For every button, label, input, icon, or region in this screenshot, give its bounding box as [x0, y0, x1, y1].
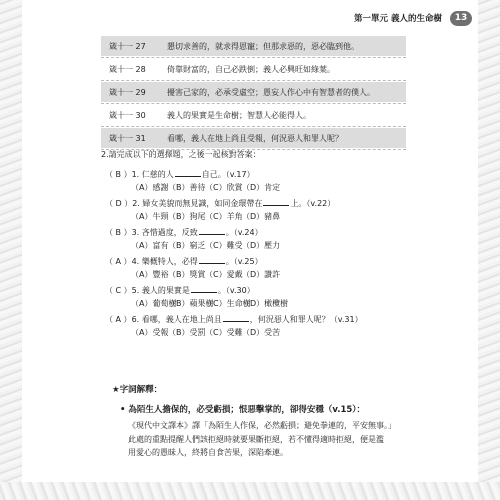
answer-blank[interactable] — [191, 292, 217, 293]
verse-text: 擾害己家的，必承受虛空；愚妄人作心中有智慧者的僕人。 — [167, 87, 375, 97]
verse-text: 看哪，義人在地上尚且受報，何況惡人和罪人呢？ — [167, 133, 343, 143]
option[interactable]: （D）橄欖樹 — [242, 299, 289, 308]
verse-text: 義人的果實是生命樹；智慧人必能得人。 — [167, 110, 311, 120]
vocab-line: 用愛心的愚昧人，終將自食苦果，深陷牽連。 — [128, 448, 288, 457]
answer: （ B ） — [105, 170, 132, 179]
option[interactable]: （A）感謝 — [131, 183, 169, 192]
instruction-text: 2.請完成以下的選擇題，之後一起核對答案： — [101, 150, 261, 159]
page-header — [354, 10, 472, 26]
option[interactable]: （D）受苦 — [242, 328, 281, 337]
verse-table — [101, 36, 406, 151]
question-text: ，何況惡人和罪人呢？（v.31） — [249, 315, 363, 324]
vocab-line: 《現代中文譯本》譯「為陌生人作保，必然虧損；避免拳連的，平安無事。」 — [128, 421, 396, 430]
right-decorative-border — [478, 0, 500, 500]
question-text: 2. 婦女美貌而無見識，如同金環帶在 — [132, 199, 263, 208]
question-text: 6. 看哪，義人在地上尚且 — [131, 315, 222, 324]
option[interactable]: （C）欣賞 — [205, 183, 243, 192]
option[interactable]: （A）受報 — [131, 328, 169, 337]
option[interactable]: （D）肯定 — [242, 183, 281, 192]
verse-ref: 箴十一 31 — [109, 133, 146, 143]
question-text: 。（v.24） — [225, 228, 263, 237]
question-2 — [105, 198, 411, 211]
option[interactable]: （B）受罰 — [168, 328, 206, 337]
question-text: 上。（v.22） — [290, 199, 336, 208]
verse-row — [101, 128, 406, 148]
answer-blank[interactable] — [199, 234, 225, 235]
question-text: 3. 吝惜過度，反致 — [131, 228, 198, 237]
option[interactable]: （B）蘋果樹 — [168, 299, 214, 308]
option[interactable]: （C）愛戴 — [205, 270, 243, 279]
answer: （ D ） — [105, 199, 133, 208]
verse-row — [101, 105, 406, 125]
bottom-decorative-border — [0, 482, 500, 500]
question-text: 4. 樂概特人，必得 — [131, 257, 198, 266]
options — [131, 269, 411, 285]
option[interactable]: （D）壓力 — [242, 241, 281, 250]
answer-blank[interactable] — [263, 205, 289, 206]
vocab-question: • 為陌生人擔保的，必受虧損；恨惡擊掌的，卻得安穩（v.15）： — [120, 405, 366, 415]
options — [131, 240, 411, 256]
options — [131, 327, 411, 343]
option[interactable]: （A）牛頸 — [131, 212, 169, 221]
verse-row — [101, 59, 406, 79]
option[interactable]: （D）豬鼻 — [242, 212, 281, 221]
vocab-line: 此處的重點提醒人們該拒絕時就要果斷拒絕，若不懂得適時拒絕，便是濫 — [128, 434, 384, 444]
verse-row — [101, 36, 406, 56]
answer: （ B ） — [105, 228, 132, 237]
answer-blank[interactable] — [175, 176, 201, 177]
unit-title: 第一單元 義人的生命樹 — [354, 14, 442, 24]
verse-ref: 箴十一 29 — [109, 87, 146, 97]
question-5 — [105, 285, 411, 298]
verse-row — [101, 82, 406, 102]
answer-blank[interactable] — [223, 321, 249, 322]
question-text: 。（v.30） — [217, 286, 255, 295]
verse-ref: 箴十一 28 — [109, 64, 146, 74]
option[interactable]: （A）葡萄樹 — [131, 299, 177, 308]
option[interactable]: （B）善待 — [168, 183, 206, 192]
question-text: 。（v.25） — [225, 257, 263, 266]
answer: （ A ） — [105, 257, 132, 266]
question-text: 5. 義人的果實是 — [131, 286, 190, 295]
question-text: 自己。（v.17） — [201, 170, 255, 179]
verse-text: 倚靠財富的，自己必跌倒；義人必興旺如綠葉。 — [167, 64, 335, 74]
option[interactable]: （A）富有 — [131, 241, 169, 250]
option[interactable]: （B）獎賞 — [168, 270, 206, 279]
option[interactable]: （C）難受 — [205, 241, 243, 250]
question-1 — [105, 169, 411, 182]
options — [131, 182, 411, 198]
question-6 — [105, 314, 411, 327]
answer-blank[interactable] — [199, 263, 225, 264]
page-number: 13 — [450, 11, 472, 26]
verse-text: 懇切求善的，就求得恩寵；但那求惡的，惡必臨到他。 — [167, 41, 359, 51]
verse-ref: 箴十一 27 — [109, 41, 146, 51]
option[interactable]: （D）讚許 — [242, 270, 281, 279]
option[interactable]: （B）狗尾 — [168, 212, 206, 221]
vocab-heading: ★字詞解釋： — [112, 385, 163, 395]
left-decorative-border — [0, 0, 22, 500]
question-4 — [105, 256, 411, 269]
option[interactable]: （C）生命樹 — [205, 299, 251, 308]
options — [131, 298, 411, 314]
option[interactable]: （B）窮乏 — [168, 241, 206, 250]
answer: （ C ） — [105, 286, 132, 295]
verse-ref: 箴十一 30 — [109, 110, 146, 120]
vocab-explanation — [128, 419, 398, 460]
question-list — [101, 169, 411, 343]
option[interactable]: （C）受難 — [205, 328, 243, 337]
question-3 — [105, 227, 411, 240]
options — [131, 211, 411, 227]
question-text: 1. 仁慈的人 — [131, 170, 174, 179]
option[interactable]: （C）羊角 — [205, 212, 243, 221]
answer: （ A ） — [105, 315, 132, 324]
option[interactable]: （A）豐裕 — [131, 270, 169, 279]
